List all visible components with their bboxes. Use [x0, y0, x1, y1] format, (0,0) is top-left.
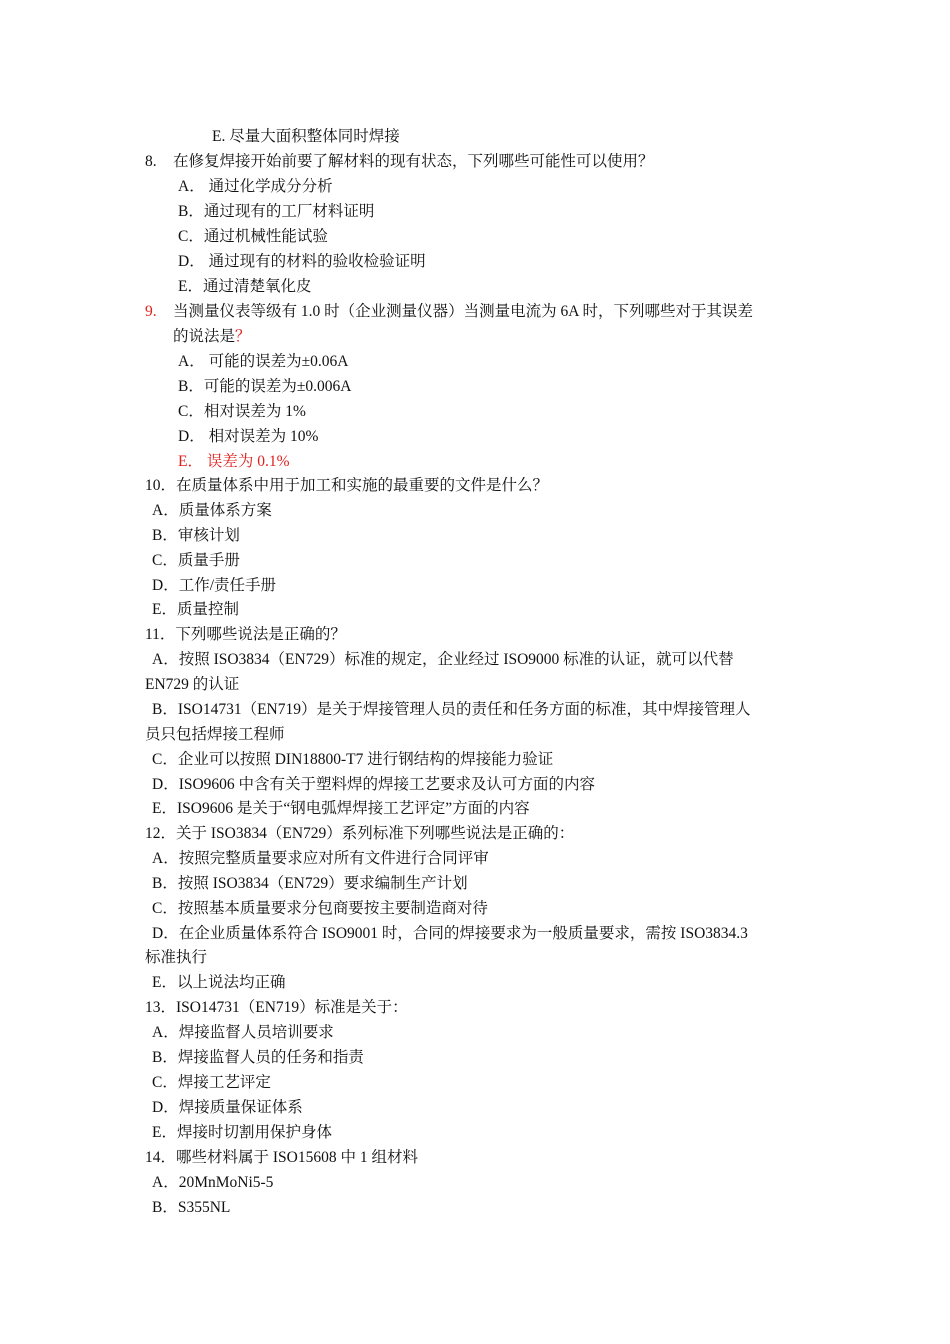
- q13-option-a: A．焊接监督人员培训要求: [152, 1024, 334, 1041]
- q9-option-a: A． 可能的误差为±0.06A: [178, 353, 349, 370]
- q8-option-e: E．通过清楚氧化皮: [178, 278, 312, 295]
- q10-option-e: E．质量控制: [152, 601, 239, 618]
- q11-option-b-line1: B．ISO14731（EN719）是关于焊接管理人员的责任和任务方面的标准，其中焊接管理人: [152, 701, 751, 718]
- q12-option-e: E．以上说法均正确: [152, 974, 286, 991]
- q10-option-a: A．质量体系方案: [152, 502, 272, 519]
- q12-option-d-line2: 标准执行: [145, 949, 208, 966]
- q9-question-line2: [173, 325, 251, 349]
- q8-option-b: B．通过现有的工厂材料证明: [178, 203, 375, 220]
- q9-option-d: D． 相对误差为 10%: [178, 428, 319, 445]
- q11-option-e: E．ISO9606 是关于“钢电弧焊焊接工艺评定”方面的内容: [152, 800, 530, 817]
- q12-option-a: A．按照完整质量要求应对所有文件进行合同评审: [152, 850, 489, 867]
- q11-question: 11．下列哪些说法是正确的？: [145, 626, 346, 643]
- q8-option-a: A． 通过化学成分分析: [178, 178, 333, 195]
- q11-option-b-line2: 员只包括焊接工程师: [145, 726, 285, 743]
- q13-option-b: B．焊接监督人员的任务和指责: [152, 1049, 364, 1066]
- q10-question: 10．在质量体系中用于加工和实施的最重要的文件是什么？: [145, 477, 549, 494]
- q8-number: 8.: [145, 153, 157, 170]
- q12-question: 12．关于 ISO3834（EN729）系列标准下列哪些说法是正确的：: [145, 825, 575, 842]
- q10-option-d: D．工作/责任手册: [152, 577, 277, 594]
- q14-question: 14．哪些材料属于 ISO15608 中 1 组材料: [145, 1149, 418, 1166]
- q13-option-d: D．焊接质量保证体系: [152, 1099, 303, 1116]
- q11-option-a-line2: EN729 的认证: [145, 676, 240, 693]
- q9-question-mark: ？: [235, 328, 251, 345]
- q10-option-c: C．质量手册: [152, 552, 240, 569]
- q8-option-c: C．通过机械性能试验: [178, 228, 328, 245]
- q12-option-c: C．按照基本质量要求分包商要按主要制造商对待: [152, 900, 488, 917]
- q9-option-e: E． 误差为 0.1%: [178, 453, 290, 470]
- q9-number: 9.: [145, 303, 157, 320]
- q13-question: 13．ISO14731（EN719）标准是关于：: [145, 999, 408, 1016]
- q7-option-e: E. 尽量大面积整体同时焊接: [212, 128, 400, 145]
- q11-option-c: C．企业可以按照 DIN18800-T7 进行钢结构的焊接能力验证: [152, 751, 554, 768]
- q8-option-d: D． 通过现有的材料的验收检验证明: [178, 253, 426, 270]
- q9-question-text: 的说法是: [173, 328, 236, 345]
- q14-option-b: B．S355NL: [152, 1199, 231, 1216]
- q13-option-e: E．焊接时切割用保护身体: [152, 1124, 332, 1141]
- q9-option-b: B．可能的误差为±0.006A: [178, 378, 352, 395]
- q9-question-line1: 当测量仪表等级有 1.0 时（企业测量仪器）当测量电流为 6A 时，下列哪些对于其误差: [173, 303, 753, 320]
- q9-option-c: C．相对误差为 1%: [178, 403, 306, 420]
- q13-option-c: C．焊接工艺评定: [152, 1074, 271, 1091]
- q11-option-a-line1: A．按照 ISO3834（EN729）标准的规定，企业经过 ISO9000 标准的认证，就可以代替: [152, 651, 734, 668]
- q12-option-b: B．按照 ISO3834（EN729）要求编制生产计划: [152, 875, 468, 892]
- q11-option-d: D．ISO9606 中含有关于塑料焊的焊接工艺要求及认可方面的内容: [152, 776, 596, 793]
- q8-question: 在修复焊接开始前要了解材料的现有状态，下列哪些可能性可以使用？: [173, 153, 654, 170]
- q14-option-a: A．20MnMoNi5-5: [152, 1174, 274, 1191]
- q10-option-b: B．审核计划: [152, 527, 240, 544]
- q12-option-d-line1: D．在企业质量体系符合 ISO9001 时，合同的焊接要求为一般质量要求，需按 ISO3834.3: [152, 925, 748, 942]
